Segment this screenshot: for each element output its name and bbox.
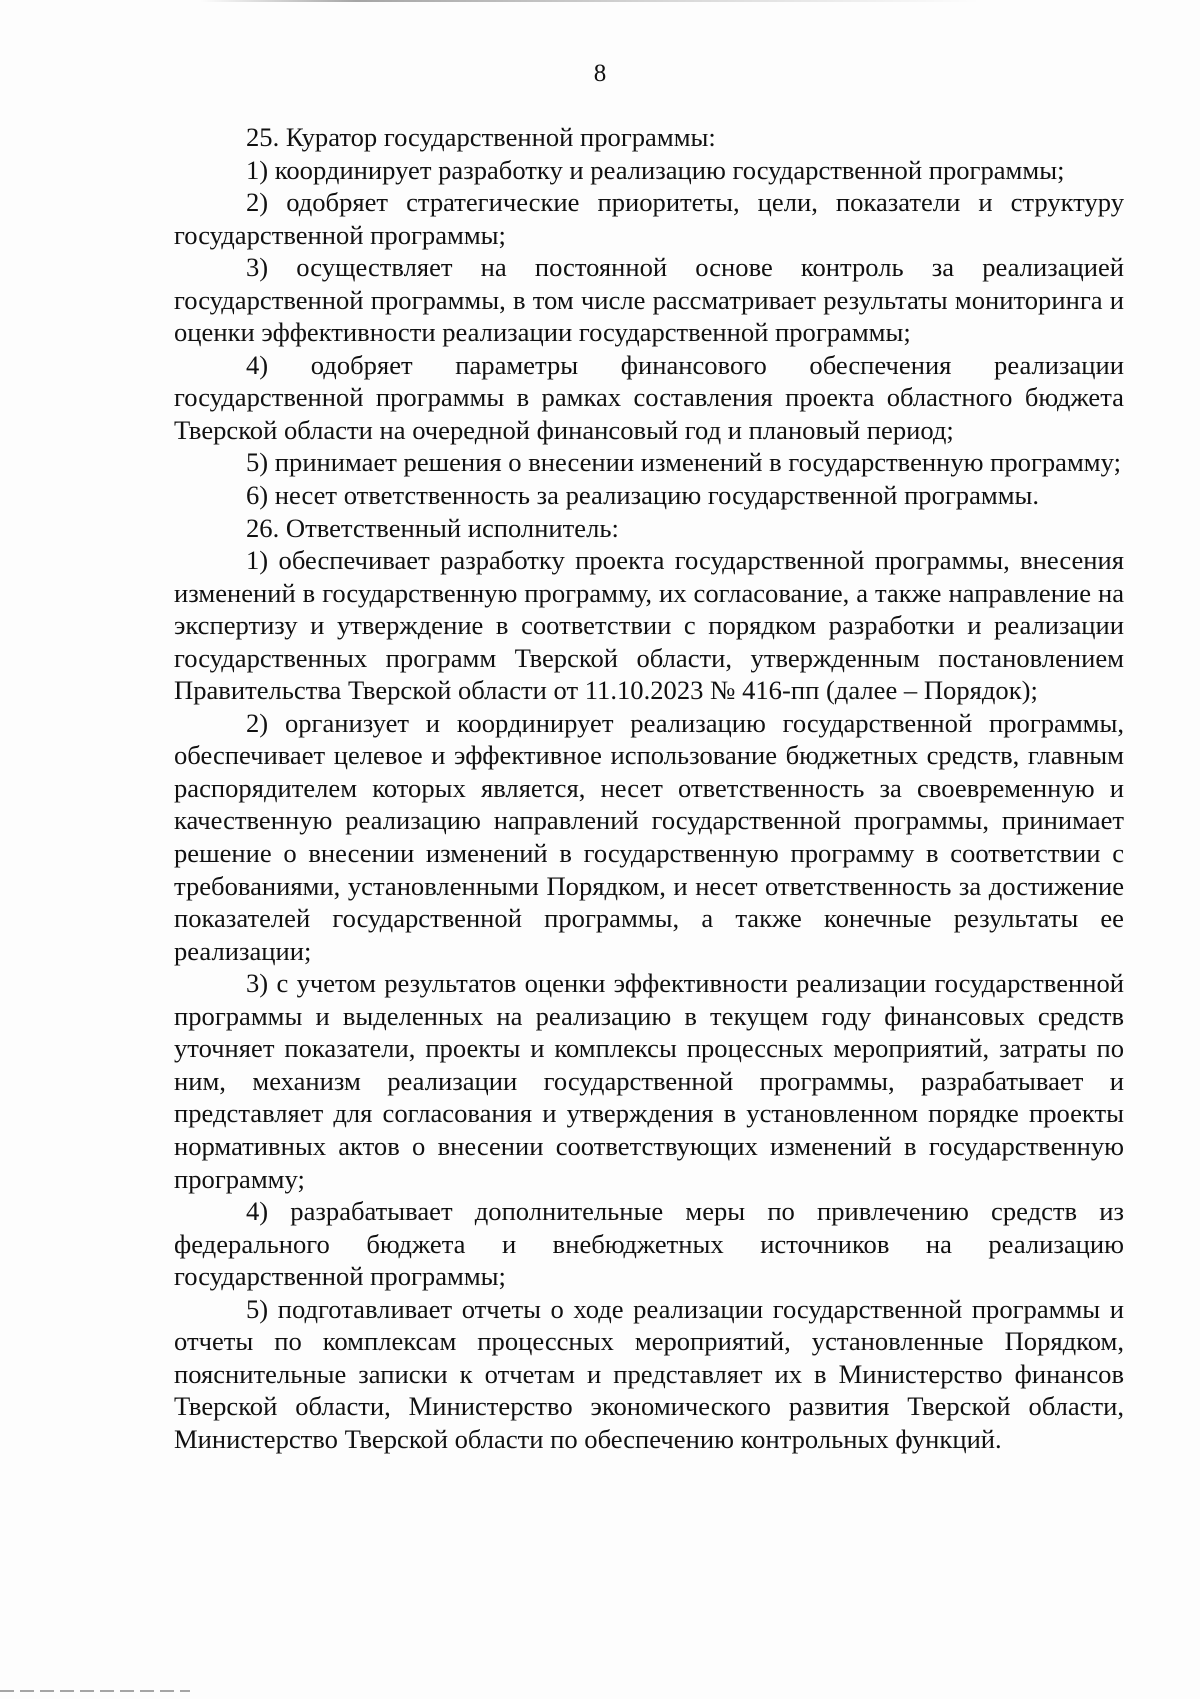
- paragraph-26-item-4: 4) разрабатывает дополнительные меры по привлечению средств из федерального бюджета и внебюджетных источников на реализацию государственной программы;: [174, 1196, 1124, 1292]
- paragraph-25-item-1: 1) координирует разработку и реализацию государственной программы;: [246, 154, 1065, 185]
- paragraph-25-item-6: 6) несет ответственность за реализацию государственной программы.: [246, 480, 1040, 511]
- document-body: [174, 121, 1124, 1455]
- paragraph-25-heading: 25. Куратор государственной программы:: [246, 122, 716, 152]
- paragraph-26-item-5: 5) подготавливает отчеты о ходе реализации государственной программы и отчеты по комплексам процессных мероприятий, установленные Порядком, пояснительные записки к отчетам и представляет их в Министерство финансов Тверской области, Министерство экономического развития Тверской области, Министерство Тверской области по обеспечению контрольных функций.: [174, 1293, 1124, 1454]
- paragraph-26-heading: 26. Ответственный исполнитель:: [246, 512, 619, 543]
- paragraph-26-item-1: 1) обеспечивает разработку проекта государственной программы, внесения изменений в государственную программу, их согласование, а также направление на экспертизу и утверждение в соответствии с порядком разработки и реализации государственных программ Тверской области, утвержденным постановлением Правительства Тверской области от 11.10.2023 № 416-пп (далее – Порядок);: [174, 545, 1124, 706]
- paragraph-26-item-2: 2) организует и координирует реализацию государственной программы, обеспечивает целевое и эффективное использование бюджетных средств, главным распорядителем которых является, несет ответственность за своевременную и качественную реализацию направлений государственной программы, принимает решение о внесении изменений в государственную программу в соответствии с требованиями, установленными Порядком, и несет ответственность за достижение показателей государственной программы, а также конечные результаты ее реализации;: [174, 707, 1124, 966]
- paragraph-25-item-2: 2) одобряет стратегические приоритеты, цели, показатели и структуру государственной программы;: [174, 187, 1124, 250]
- paragraph-25-item-4: 4) одобряет параметры финансового обеспечения реализации государственной программы в рамках составления проекта областного бюджета Тверской области на очередной финансовый год и плановый период;: [174, 349, 1124, 445]
- scan-top-edge: [200, 0, 980, 2]
- paragraph-25-item-3: 3) осуществляет на постоянной основе контроль за реализацией государственной программы, в том числе рассматривает результаты мониторинга и оценки эффективности реализации государственной программы;: [174, 252, 1124, 348]
- paragraph-25-item-5: 5) принимает решения о внесении изменений в государственную программу;: [246, 447, 1121, 478]
- page-number: 8: [593, 60, 607, 87]
- scan-bottom-edge: [0, 1690, 190, 1692]
- paragraph-26-item-3: 3) с учетом результатов оценки эффективности реализации государственной программы и выделенных на реализацию в текущем году финансовых средств уточняет показатели, проекты и комплексы процессных мероприятий, затраты по ним, механизм реализации государственной программы, разрабатывает и представляет для согласования и утверждения в установленном порядке проекты нормативных актов о внесении соответствующих изменений в государственную программу;: [174, 968, 1124, 1194]
